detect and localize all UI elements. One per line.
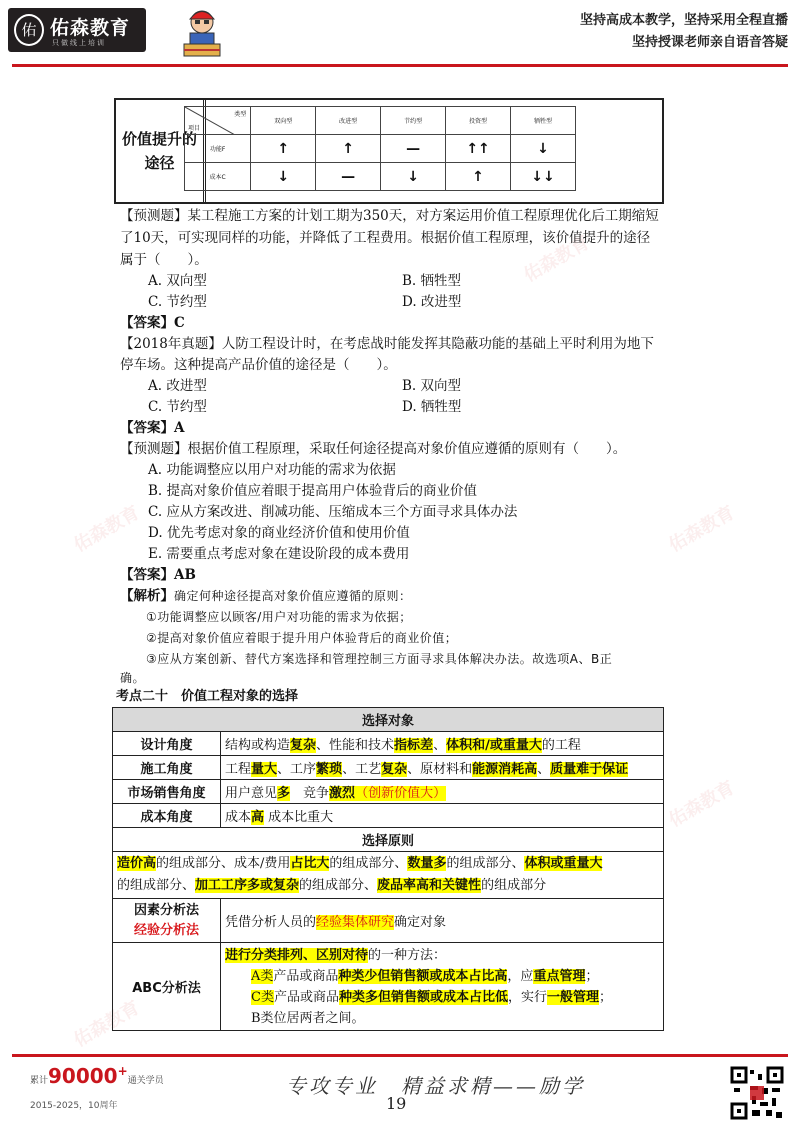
watermark: 佑森教育	[665, 777, 739, 832]
cost-arrow: ↑	[446, 163, 511, 191]
value-path-type-grid	[184, 106, 576, 191]
text-segment: 成本	[225, 810, 252, 825]
q3-analysis-line-2: ①功能调整应以顾客/用户对功能的需求为依据；	[146, 610, 412, 624]
construction-angle-label: 施工角度	[113, 756, 221, 780]
corner-top-label: 类型	[234, 111, 247, 118]
text-segment: 产品或商品	[273, 968, 339, 984]
highlight-segment: 激烈	[329, 786, 356, 801]
motto-signature: 专攻专业 精益求精——励学	[286, 1074, 585, 1098]
mascot-icon	[178, 6, 226, 60]
highlight-segment: 废品率高和关键性	[377, 878, 482, 893]
brand-logo	[8, 8, 146, 52]
highlight-segment: 复杂	[290, 738, 317, 753]
cost-angle-content	[221, 804, 664, 828]
factor-analysis-method: 因素分析法	[133, 902, 199, 918]
q1-option-c: C. 节约型	[148, 294, 207, 310]
text-segment: 的组成部分、	[446, 856, 525, 871]
q3-option-b: B. 提高对象价值应着眼于提高用户体验背后的商业价值	[148, 483, 478, 499]
highlight-segment: 指标差	[394, 738, 434, 753]
watermark: 佑森教育	[520, 232, 594, 287]
value-path-label-line2: 途径	[144, 154, 175, 172]
text-segment: 产品或商品	[273, 989, 339, 1005]
highlight-segment: 种类少但销售额或成本占比高	[338, 968, 508, 984]
market-angle-label: 市场销售角度	[113, 780, 221, 804]
function-arrow: ↓	[511, 135, 576, 163]
text-segment: 工程	[225, 762, 252, 777]
highlight-segment: 进行分类排列、区别对待	[225, 947, 369, 963]
highlight-segment: 能源消耗高	[472, 762, 538, 777]
q2-line-1: 【2018年真题】人防工程设计时，在考虑战时能发挥其隐蔽功能的基础上平时利用为地下	[120, 336, 654, 352]
market-angle-content	[221, 780, 664, 804]
brand-name: 佑森教育	[50, 17, 131, 39]
type-header: 牺牲型	[511, 107, 576, 135]
grid-corner-cell	[185, 107, 251, 135]
highlight-segment: 种类多但销售额或成本占比低	[338, 989, 508, 1005]
q3-analysis-line-3: ②提高对象价值应着眼于提升用户体验背后的商业价值；	[146, 631, 458, 645]
answer-label: 【答案】	[120, 420, 174, 436]
highlight-segment: A类	[251, 968, 274, 984]
text-segment: 的一种方法：	[368, 947, 447, 963]
text-segment: 的组成部分、成本/费用	[156, 856, 291, 871]
function-arrow: ↑↑	[446, 135, 511, 163]
text-segment: 的组成部分、	[329, 856, 408, 871]
q1-option-a: A. 双向型	[148, 273, 207, 289]
answer-label: 【答案】	[120, 315, 174, 331]
highlight-segment: 重点管理	[533, 968, 586, 984]
abc-line-a	[225, 966, 659, 987]
type-header: 节约型	[381, 107, 446, 135]
text-segment: 用户意见	[225, 786, 278, 801]
q2-option-b: B. 双向型	[402, 378, 462, 394]
q2-option-d: D. 牺牲型	[402, 399, 462, 415]
abc-analysis-content	[221, 943, 664, 1031]
q3-line-1: 【预测题】根据价值工程原理，采取任何途径提高对象价值应遵循的原则有（ ）。	[120, 441, 627, 457]
stat-suffix: 通关学员	[127, 1076, 164, 1086]
q1-line-3: 属于（ ）。	[120, 252, 208, 268]
footer-divider	[12, 1054, 788, 1057]
q3-analysis-line-4: ③应从方案创新、替代方案选择和管理控制三方面寻求具体解决办法。故选项A、B正	[146, 652, 613, 666]
page-number: 19	[386, 1094, 407, 1113]
answer-value: C	[174, 315, 185, 331]
watermark: 佑森教育	[70, 997, 144, 1052]
text-segment: 成本比重大	[264, 810, 334, 825]
anniversary-text: 2015-2025，10周年	[30, 1101, 118, 1111]
highlight-segment: 体积或重量大	[524, 856, 603, 871]
design-angle-label: 设计角度	[113, 732, 221, 756]
text-segment: ，应	[507, 968, 534, 984]
highlight-segment: 体积和/或重量大	[446, 738, 542, 753]
q2-option-c: C. 节约型	[148, 399, 207, 415]
watermark: 佑森教育	[665, 502, 739, 557]
text-segment: ，实行	[507, 989, 547, 1005]
highlight-segment: 多	[277, 786, 291, 801]
text-segment: 竞争	[290, 786, 330, 801]
q2-line-2: 停车场。这种提高产品价值的途径是（ ）。	[120, 357, 397, 373]
highlight-segment: 质量难于保证	[550, 762, 629, 777]
text-segment: 、原材料和	[407, 762, 473, 777]
row-label-cost: 成本C	[185, 163, 251, 191]
selection-principle-content	[113, 852, 664, 899]
q3-option-a: A. 功能调整应以用户对功能的需求为依据	[148, 462, 396, 478]
cost-arrow: ↓↓	[511, 163, 576, 191]
highlight-segment: 一般管理	[547, 989, 600, 1005]
text-segment: 、工序	[277, 762, 317, 777]
answer-value: A	[174, 420, 185, 436]
q3-option-c: C. 应从方案改进、削减功能、压缩成本三个方面寻求具体办法	[148, 504, 518, 520]
brand-tagline: 只做线上培训	[52, 39, 106, 47]
text-segment: 凭借分析人员的	[225, 915, 317, 930]
function-arrow: ↑	[316, 135, 381, 163]
highlight-segment: 复杂	[381, 762, 408, 777]
answer-label: 【答案】	[120, 567, 174, 583]
text-segment: 结构或构造	[225, 738, 291, 753]
corner-bottom-label: 项目	[188, 125, 201, 132]
text-segment: 的组成部分、	[117, 878, 196, 893]
text-segment: 、性能和技术	[316, 738, 395, 753]
cost-arrow: —	[316, 163, 381, 191]
q2-answer	[120, 418, 184, 438]
q3-analysis-line-5: 确。	[120, 671, 146, 685]
q1-answer	[120, 313, 185, 333]
abc-line-1	[225, 945, 659, 966]
q1-line-2: 了10天，可实现同样的功能，并降低了工程费用。根据价值工程原理，该价值提升的途径	[120, 230, 651, 246]
type-header: 双向型	[251, 107, 316, 135]
construction-angle-content	[221, 756, 664, 780]
experience-analysis-method: 经验分析法	[133, 922, 199, 938]
q1-option-d: D. 改进型	[402, 294, 462, 310]
row-label-function: 功能F	[185, 135, 251, 163]
stat-plus: +	[117, 1064, 128, 1078]
highlight-segment: 高	[251, 810, 265, 825]
section-title: 考点二十 价值工程对象的选择	[116, 689, 299, 704]
highlight-segment: 造价高	[117, 856, 157, 871]
text-segment: 的工程	[541, 738, 581, 753]
q2-option-a: A. 改进型	[148, 378, 207, 394]
q3-option-d: D. 优先考虑对象的商业经济价值和使用价值	[148, 525, 410, 541]
q3-analysis-line-1	[120, 586, 412, 606]
stat-prefix: 累计	[30, 1076, 49, 1086]
function-arrow: —	[381, 135, 446, 163]
text-segment: ；	[585, 968, 599, 984]
design-angle-content	[221, 732, 664, 756]
analysis-text: 确定何种途径提高对象价值应遵循的原则：	[174, 589, 412, 603]
highlight-segment: 加工工序多或复杂	[195, 878, 300, 893]
cost-angle-label: 成本角度	[113, 804, 221, 828]
text-segment: 、	[433, 738, 447, 753]
cost-arrow: ↓	[381, 163, 446, 191]
slogan-line-2: 坚持授课老师亲自语音答疑	[631, 35, 788, 50]
abc-analysis-label: ABC分析法	[113, 943, 221, 1031]
text-segment: 、工艺	[342, 762, 382, 777]
q3-answer	[120, 565, 196, 585]
value-path-label-line1: 价值提升的	[121, 130, 197, 148]
highlight-segment: 占比大	[290, 856, 330, 871]
header-divider	[12, 64, 788, 67]
selection-principle-header: 选择原则	[113, 828, 664, 852]
page-header	[0, 0, 800, 62]
text-segment: 的组成部分	[481, 878, 547, 893]
q3-option-e: E. 需要重点考虑对象在建设阶段的成本费用	[148, 546, 410, 562]
q1-option-b: B. 牺牲型	[402, 273, 462, 289]
factor-analysis-label	[113, 899, 221, 943]
type-header: 投资型	[446, 107, 511, 135]
stat-number: 90000	[48, 1064, 118, 1088]
highlight-segment: 数量多	[407, 856, 447, 871]
factor-analysis-content	[221, 899, 664, 943]
text-segment: 确定对象	[394, 915, 447, 930]
cost-arrow: ↓	[251, 163, 316, 191]
watermark: 佑森教育	[70, 502, 144, 557]
type-header: 改进型	[316, 107, 381, 135]
slogan-line-1: 坚持高成本教学，坚持采用全程直播	[579, 13, 788, 28]
function-arrow: ↑	[251, 135, 316, 163]
text-segment: 的组成部分、	[299, 878, 378, 893]
q1-line-1: 【预测题】某工程施工方案的计划工期为350天，对方案运用价值工程原理优化后工期缩短	[120, 208, 659, 224]
text-segment: ；	[599, 989, 613, 1005]
selection-object-header: 选择对象	[113, 708, 664, 732]
innovation-value-note: （创新价值大）	[355, 786, 447, 801]
student-stat	[30, 1064, 164, 1088]
selection-table	[112, 707, 664, 1031]
abc-line-c	[225, 987, 659, 1008]
text-segment: 、	[537, 762, 551, 777]
highlight-segment: 量大	[251, 762, 278, 777]
highlight-segment: 经验集体研究	[316, 915, 395, 930]
slogan	[580, 10, 788, 54]
abc-line-b: B类位居两者之间。	[251, 1010, 365, 1026]
highlight-segment: C类	[251, 989, 274, 1005]
answer-value: AB	[174, 567, 196, 583]
qr-code-icon	[730, 1066, 784, 1120]
highlight-segment: 繁琐	[316, 762, 343, 777]
analysis-label: 【解析】	[120, 588, 174, 604]
brand-mark: 佑	[14, 14, 44, 46]
